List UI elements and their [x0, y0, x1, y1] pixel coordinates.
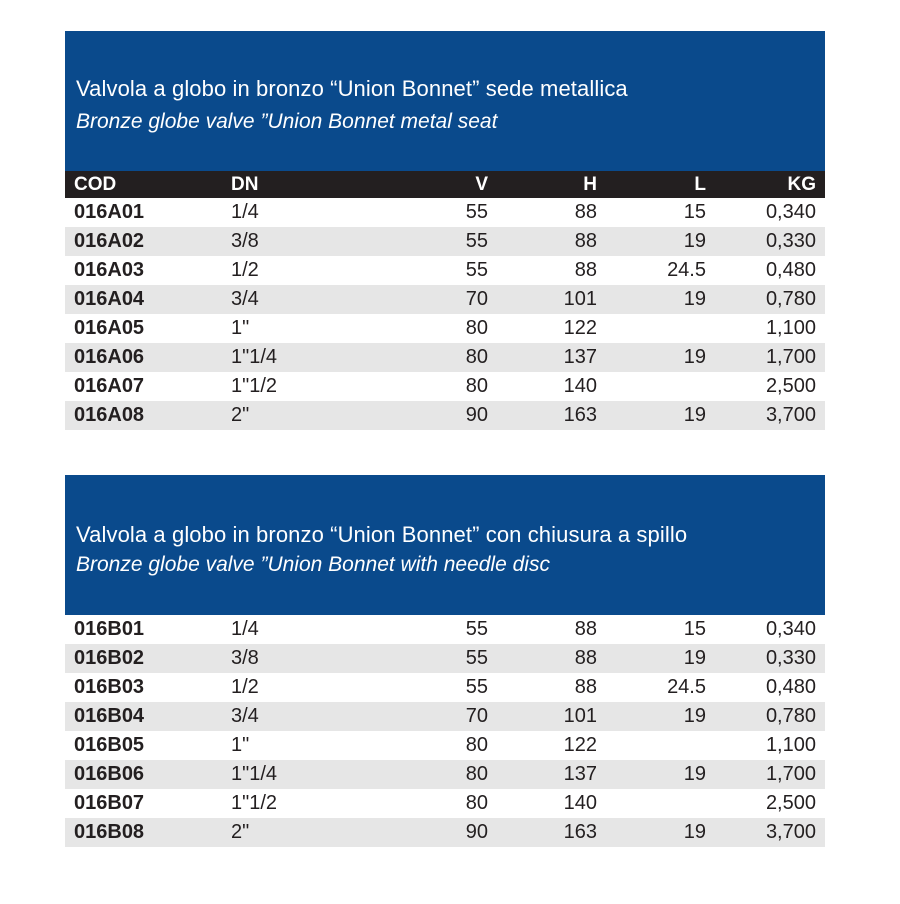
- cell-h: 88: [574, 259, 597, 281]
- cell-v: 80: [465, 346, 488, 368]
- title-italian: Valvola a globo in bronzo “Union Bonnet” con chiusura a spillo: [76, 522, 688, 547]
- cell-h: 137: [563, 763, 597, 785]
- cell-kg: 0,780: [765, 705, 816, 727]
- cell-cod: 016B06: [74, 763, 145, 785]
- table-row: [65, 198, 825, 227]
- title-english: Bronze globe valve ”Union Bonnet with needle disc: [76, 553, 550, 576]
- cell-l: 19: [683, 647, 706, 669]
- cell-v: 55: [465, 201, 488, 223]
- cell-dn: 1/2: [231, 676, 259, 698]
- cell-l: 19: [683, 763, 706, 785]
- title-english: Bronze globe valve ”Union Bonnet metal seat: [76, 110, 498, 133]
- cell-h: 88: [574, 201, 597, 223]
- cell-dn: 1/4: [231, 201, 259, 223]
- cell-v: 70: [465, 705, 488, 727]
- cell-kg: 1,100: [765, 317, 816, 339]
- table-row: [65, 644, 825, 673]
- cell-v: 55: [465, 647, 488, 669]
- cell-v: 80: [465, 763, 488, 785]
- cell-l: 15: [683, 618, 706, 640]
- header-h: H: [583, 174, 597, 195]
- cell-kg: 3,700: [765, 404, 816, 426]
- table-row: [65, 256, 825, 285]
- table-row: [65, 372, 825, 401]
- title-banner: [65, 31, 825, 171]
- table-row: [65, 401, 825, 430]
- cell-kg: 1,100: [765, 734, 816, 756]
- table-row: [65, 615, 825, 644]
- cell-cod: 016B03: [74, 676, 145, 698]
- header-kg: KG: [787, 174, 816, 195]
- cell-v: 80: [465, 375, 488, 397]
- cell-cod: 016B01: [74, 618, 145, 640]
- cell-dn: 1/4: [231, 618, 259, 640]
- cell-cod: 016A07: [74, 375, 145, 397]
- cell-v: 90: [465, 404, 488, 426]
- table-row: [65, 789, 825, 818]
- cell-dn: 1"1/4: [231, 346, 278, 368]
- cell-kg: 0,780: [765, 288, 816, 310]
- cell-kg: 0,480: [765, 676, 816, 698]
- table-body: [65, 615, 825, 847]
- cell-h: 140: [563, 792, 597, 814]
- cell-h: 122: [563, 734, 597, 756]
- table-row: [65, 314, 825, 343]
- cell-cod: 016B02: [74, 647, 145, 669]
- table-row: [65, 760, 825, 789]
- cell-dn: 3/4: [231, 705, 259, 727]
- cell-cod: 016A04: [74, 288, 145, 310]
- cell-cod: 016B07: [74, 792, 145, 814]
- cell-v: 80: [465, 734, 488, 756]
- cell-h: 101: [563, 705, 597, 727]
- cell-v: 80: [465, 317, 488, 339]
- cell-kg: 1,700: [765, 346, 816, 368]
- cell-dn: 3/4: [231, 288, 259, 310]
- cell-dn: 2": [231, 821, 250, 843]
- cell-l: 24.5: [667, 259, 706, 281]
- cell-l: 15: [683, 201, 706, 223]
- cell-l: 19: [683, 705, 706, 727]
- cell-kg: 0,340: [765, 618, 816, 640]
- cell-v: 55: [465, 676, 488, 698]
- cell-h: 140: [563, 375, 597, 397]
- cell-v: 55: [465, 618, 488, 640]
- header-dn: DN: [231, 174, 259, 195]
- cell-dn: 1"1/2: [231, 792, 278, 814]
- cell-dn: 3/8: [231, 230, 259, 252]
- table-row: [65, 285, 825, 314]
- table-row: [65, 702, 825, 731]
- cell-l: 24.5: [667, 676, 706, 698]
- cell-v: 55: [465, 259, 488, 281]
- table-row: [65, 818, 825, 847]
- cell-kg: 1,700: [765, 763, 816, 785]
- cell-h: 163: [563, 821, 597, 843]
- cell-cod: 016B05: [74, 734, 145, 756]
- cell-cod: 016A03: [74, 259, 145, 281]
- table-row: [65, 673, 825, 702]
- table-row: [65, 343, 825, 372]
- cell-dn: 1": [231, 317, 250, 339]
- table-row: [65, 731, 825, 760]
- cell-h: 88: [574, 230, 597, 252]
- cell-dn: 1"1/4: [231, 763, 278, 785]
- table-row: [65, 227, 825, 256]
- cell-cod: 016A06: [74, 346, 145, 368]
- cell-l: 19: [683, 404, 706, 426]
- cell-h: 101: [563, 288, 597, 310]
- cell-kg: 3,700: [765, 821, 816, 843]
- cell-cod: 016A05: [74, 317, 145, 339]
- cell-l: 19: [683, 230, 706, 252]
- cell-l: 19: [683, 346, 706, 368]
- header-cod: COD: [74, 174, 117, 195]
- cell-v: 90: [465, 821, 488, 843]
- cell-kg: 0,340: [765, 201, 816, 223]
- cell-h: 122: [563, 317, 597, 339]
- cell-cod: 016B04: [74, 705, 145, 727]
- product-table-needle-disc: [65, 475, 825, 847]
- cell-kg: 2,500: [765, 792, 816, 814]
- product-table-metal-seat: [65, 31, 825, 430]
- cell-dn: 2": [231, 404, 250, 426]
- cell-h: 88: [574, 647, 597, 669]
- cell-cod: 016B08: [74, 821, 145, 843]
- cell-h: 88: [574, 618, 597, 640]
- cell-h: 137: [563, 346, 597, 368]
- cell-cod: 016A01: [74, 201, 145, 223]
- cell-h: 88: [574, 676, 597, 698]
- cell-cod: 016A08: [74, 404, 145, 426]
- cell-dn: 1": [231, 734, 250, 756]
- cell-kg: 0,480: [765, 259, 816, 281]
- cell-v: 55: [465, 230, 488, 252]
- cell-dn: 1"1/2: [231, 375, 278, 397]
- cell-dn: 3/8: [231, 647, 259, 669]
- title-italian: Valvola a globo in bronzo “Union Bonnet” sede metallica: [76, 76, 628, 101]
- table-header: [65, 171, 825, 198]
- cell-h: 163: [563, 404, 597, 426]
- cell-l: 19: [683, 288, 706, 310]
- header-l: L: [694, 174, 706, 195]
- cell-l: 19: [683, 821, 706, 843]
- cell-v: 70: [465, 288, 488, 310]
- header-v: V: [475, 174, 488, 195]
- cell-kg: 0,330: [765, 230, 816, 252]
- cell-kg: 2,500: [765, 375, 816, 397]
- cell-kg: 0,330: [765, 647, 816, 669]
- title-banner: [65, 475, 825, 615]
- cell-dn: 1/2: [231, 259, 259, 281]
- cell-cod: 016A02: [74, 230, 145, 252]
- table-body: [65, 198, 825, 430]
- cell-v: 80: [465, 792, 488, 814]
